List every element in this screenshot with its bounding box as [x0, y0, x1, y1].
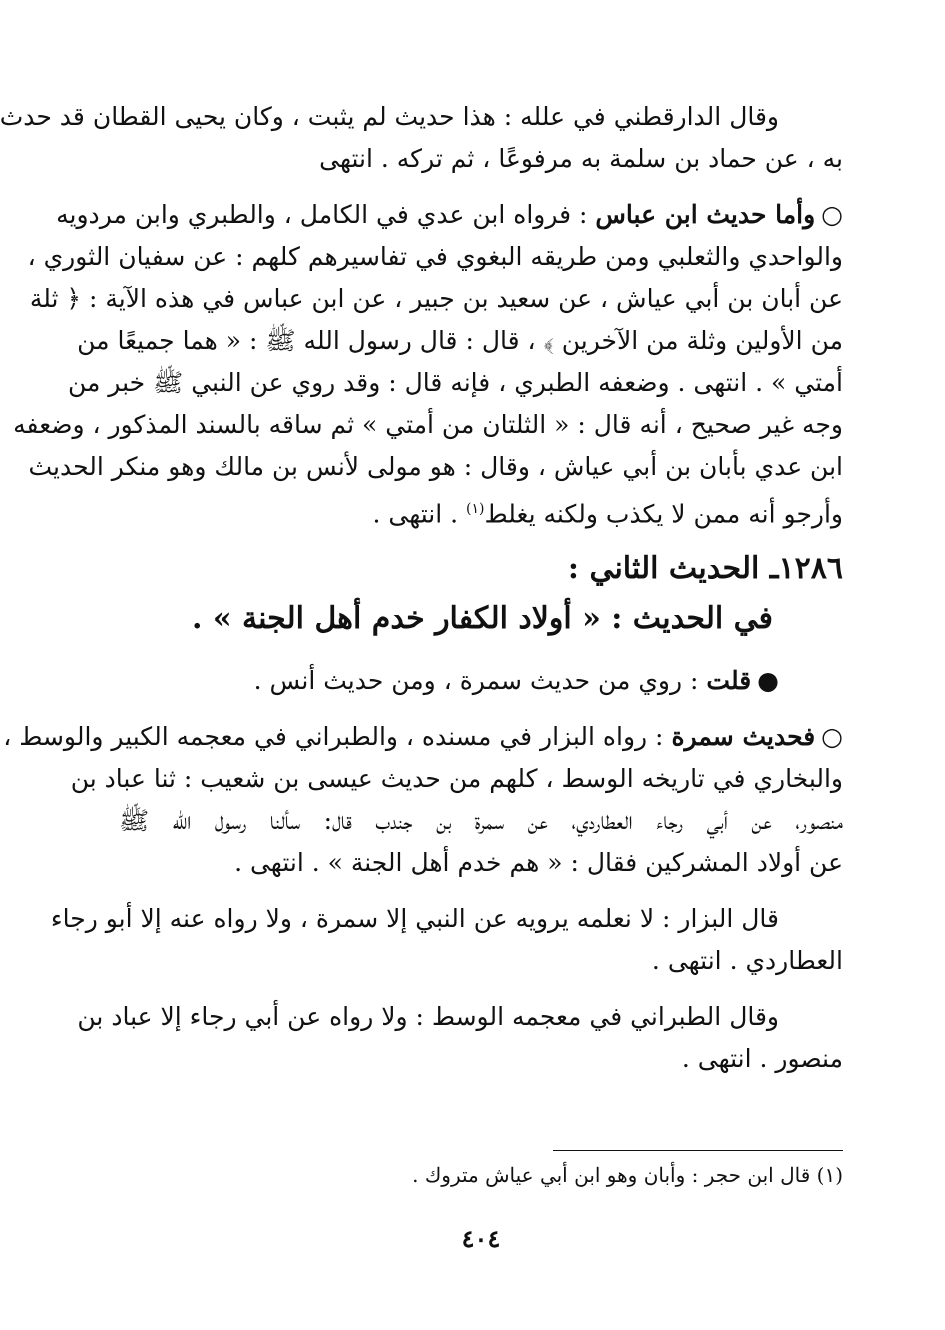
- text-line: والبخاري في تاريخه الوسط ، كلهم من حديث عيسى بن شعيب : ثنا عباد بن: [70, 764, 843, 793]
- hadith-heading: ١٢٨٦ـ الحديث الثاني :: [567, 551, 843, 586]
- text-line: والواحدي والثعلبي ومن طريقه البغوي في تفاسيرهم كلهم : عن سفيان الثوري ،: [27, 242, 843, 271]
- book-page: [0, 96, 843, 1306]
- paragraph-tabarani: [77, 996, 843, 1080]
- text-segment: : رواه البزار في مسنده ، والطبراني في معجمه الكبير والوسط ،: [3, 722, 664, 751]
- text-segment: . انتهى .: [372, 499, 459, 529]
- text-line: عن أبان بن أبي عياش ، عن سعيد بن جبير ، عن ابن عباس في هذه الآية : ﴿ ثلة: [29, 284, 843, 313]
- paragraph-lead: وأما حديث ابن عباس: [595, 200, 816, 229]
- footnote-divider: [553, 1150, 843, 1151]
- bullet-marker-icon: ●: [757, 666, 779, 695]
- paragraph-bazzar: [50, 898, 843, 982]
- text-segment: : فرواه ابن عدي في الكامل ، والطبري وابن مردويه: [56, 200, 588, 229]
- paragraph-ibn-abbas: [13, 194, 843, 530]
- text-line: وجه غير صحيح ، أنه قال : « الثلتان من أمتي » ثم ساقه بالسند المذكور ، وضعفه: [13, 410, 843, 439]
- text-line: ابن عدي بأبان بن أبي عياش ، وقال : هو مولى لأنس بن مالك وهو منكر الحديث: [28, 452, 843, 481]
- text-line: منصور . انتهى .: [681, 1044, 843, 1073]
- hadith-subheading: في الحديث : « أولاد الكفار خدم أهل الجنة » .: [191, 601, 773, 636]
- text-line: من الأولين وثلة من الآخرين ﴾ ، قال : قال رسول الله ﷺ : « هما جميعًا من: [77, 326, 843, 355]
- footnote-reference: (١): [466, 501, 485, 517]
- text-line: العطاردي . انتهى .: [651, 946, 843, 975]
- text-line: [119, 660, 843, 702]
- paragraph-lead: قلت: [706, 666, 752, 695]
- footnote: (١) قال ابن حجر : وأبان وهو ابن أبي عياش متروك .: [412, 1163, 843, 1187]
- text-line: أمتي » . انتهى . وضعفه الطبري ، فإنه قال : وقد روي عن النبي ﷺ خبر من: [67, 368, 843, 397]
- text-line: [3, 716, 843, 758]
- circle-marker-icon: ○: [821, 200, 843, 229]
- text-line: وقال الطبراني في معجمه الوسط : ولا رواه عن أبي رجاء إلا عباد بن: [77, 1002, 779, 1031]
- text-segment: وأرجو أنه ممن لا يكذب ولكنه يغلط: [484, 499, 843, 529]
- page-number: ٤٠٤: [461, 1224, 501, 1253]
- circle-marker-icon: ○: [821, 722, 843, 751]
- text-line: عن أولاد المشركين فقال : « هم خدم أهل الجنة » . انتهى .: [234, 848, 843, 877]
- paragraph-lead: فحديث سمرة: [671, 722, 816, 751]
- paragraph-daraqutni: [0, 96, 843, 180]
- text-line: منصور، عن أبي رجاء العطاردي، عن سمرة بن جندب قال: سألنا رسول الله ﷺ: [119, 806, 843, 835]
- paragraph-samura: [3, 716, 843, 884]
- text-line: [56, 194, 843, 236]
- text-line: [119, 488, 843, 530]
- text-segment: : روي من حديث سمرة ، ومن حديث أنس .: [253, 666, 699, 695]
- paragraph-qultu: [119, 660, 843, 702]
- text-line: وقال الدارقطني في علله : هذا حديث لم يثبت ، وكان يحيى القطان قد حدث: [0, 102, 779, 131]
- text-line: به ، عن حماد بن سلمة به مرفوعًا ، ثم تركه . انتهى: [319, 144, 843, 173]
- text-line: قال البزار : لا نعلمه يرويه عن النبي إلا سمرة ، ولا رواه عنه إلا أبو رجاء: [50, 904, 779, 933]
